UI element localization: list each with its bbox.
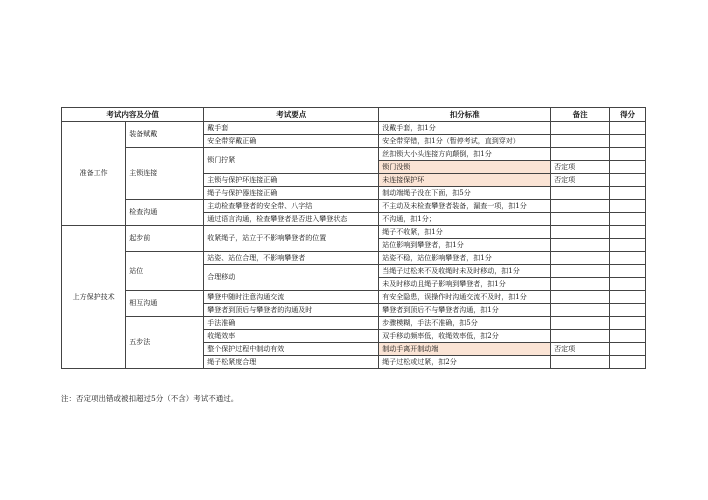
remark-cell [551,317,610,330]
standard-cell: 站位影响到攀登者，扣1分 [379,239,551,252]
score-cell[interactable] [610,122,646,135]
group-label: 检查沟通 [126,200,204,226]
remark-cell [551,239,610,252]
table-row [62,122,646,135]
remark-cell [551,278,610,291]
standard-cell: 制动手离开制动端 [379,343,551,356]
score-cell[interactable] [610,343,646,356]
point-cell: 戴手套 [204,122,379,135]
score-cell[interactable] [610,200,646,213]
point-cell: 锁门拧紧 [204,148,379,174]
remark-cell [551,304,610,317]
standard-cell: 有安全隐患，误操作时沟通交流不及时，扣1分 [379,291,551,304]
remark-cell [551,265,610,278]
standard-cell: 当绳子过松来不及收绳时未及时移动，扣1分 [379,265,551,278]
score-cell[interactable] [610,239,646,252]
remark-cell [551,122,610,135]
remark-cell [551,148,610,161]
standard-cell: 攀登者到顶后不与攀登者沟通，扣1分 [379,304,551,317]
header-standard: 扣分标准 [379,108,551,122]
standard-cell: 制动端绳子没在下面，扣5分 [379,187,551,200]
point-cell: 攀登者到顶后与攀登者的沟通及时 [204,304,379,317]
score-cell[interactable] [610,317,646,330]
point-cell: 整个保护过程中制动有效 [204,343,379,356]
remark-cell [551,187,610,200]
score-cell[interactable] [610,226,646,239]
standard-cell: 锁门没锁 [379,161,551,174]
standard-cell: 未及时移动且绳子影响到攀登者，扣1分 [379,278,551,291]
score-cell[interactable] [610,356,646,369]
standard-cell: 双手移动频率低，收绳效率低，扣2分 [379,330,551,343]
section-label: 上方保护技术 [62,226,126,369]
score-cell[interactable] [610,304,646,317]
table-row [62,226,646,239]
score-cell[interactable] [610,265,646,278]
section-label: 准备工作 [62,122,126,226]
point-cell: 手法准确 [204,317,379,330]
footnote: 注：否定项出错或被扣超过5分（不含）考试不通过。 [61,394,239,403]
table-row [62,291,646,304]
point-cell: 主动检查攀登者的安全带、八字结 [204,200,379,213]
score-cell[interactable] [610,213,646,226]
table-row [62,148,646,161]
header-score: 得分 [610,108,646,122]
group-label: 站位 [126,252,204,291]
standard-cell: 没戴手套，扣1分 [379,122,551,135]
standard-cell: 不主动及未检查攀登者装备，漏查一项，扣1分 [379,200,551,213]
remark-cell [551,135,610,148]
remark-cell [551,213,610,226]
remark-cell [551,252,610,265]
group-label: 起步前 [126,226,204,252]
score-cell[interactable] [610,174,646,187]
standard-cell: 丝扣锁大小头连接方向颠倒，扣1分 [379,148,551,161]
remark-cell: 否定项 [551,343,610,356]
standard-cell: 绳子不收紧，扣1分 [379,226,551,239]
header-remark: 备注 [551,108,610,122]
group-label: 相互沟通 [126,291,204,317]
point-cell: 站姿、站位合理，不影响攀登者 [204,252,379,265]
point-cell: 收绳效率 [204,330,379,343]
remark-cell: 否定项 [551,161,610,174]
remark-cell [551,200,610,213]
point-cell: 收紧绳子，站立于不影响攀登者的位置 [204,226,379,252]
table-row [62,317,646,330]
standard-cell: 站姿不稳，站位影响攀登者，扣1分 [379,252,551,265]
table-header-row [62,108,646,122]
group-label: 主锁连接 [126,148,204,200]
score-cell[interactable] [610,330,646,343]
standard-cell: 不沟通，扣1分； [379,213,551,226]
point-cell: 绳子松紧度合理 [204,356,379,369]
remark-cell: 否定项 [551,174,610,187]
remark-cell [551,291,610,304]
table-row [62,252,646,265]
score-cell[interactable] [610,291,646,304]
remark-cell [551,226,610,239]
point-cell: 绳子与保护器连接正确 [204,187,379,200]
standard-cell: 安全带穿错，扣1分（暂停考试，直到穿对） [379,135,551,148]
group-label: 装备赋戴 [126,122,204,148]
score-cell[interactable] [610,278,646,291]
header-content: 考试内容及分值 [62,108,204,122]
table-body [62,122,646,369]
point-cell: 安全带穿戴正确 [204,135,379,148]
score-cell[interactable] [610,135,646,148]
point-cell: 主锁与保护环连接正确 [204,174,379,187]
point-cell: 通过语言沟通，检查攀登者是否进入攀登状态 [204,213,379,226]
remark-cell [551,356,610,369]
standard-cell: 未连接保护环 [379,174,551,187]
group-label: 五步法 [126,317,204,369]
score-cell[interactable] [610,187,646,200]
score-cell[interactable] [610,161,646,174]
score-cell[interactable] [610,148,646,161]
point-cell: 攀登中随时注意沟通交流 [204,291,379,304]
assessment-table [61,107,646,369]
standard-cell: 绳子过松或过紧，扣2分 [379,356,551,369]
header-points: 考试要点 [204,108,379,122]
table-row [62,200,646,213]
standard-cell: 步骤模糊，手法不准确，扣5分 [379,317,551,330]
remark-cell [551,330,610,343]
score-cell[interactable] [610,252,646,265]
point-cell: 合理移动 [204,265,379,291]
